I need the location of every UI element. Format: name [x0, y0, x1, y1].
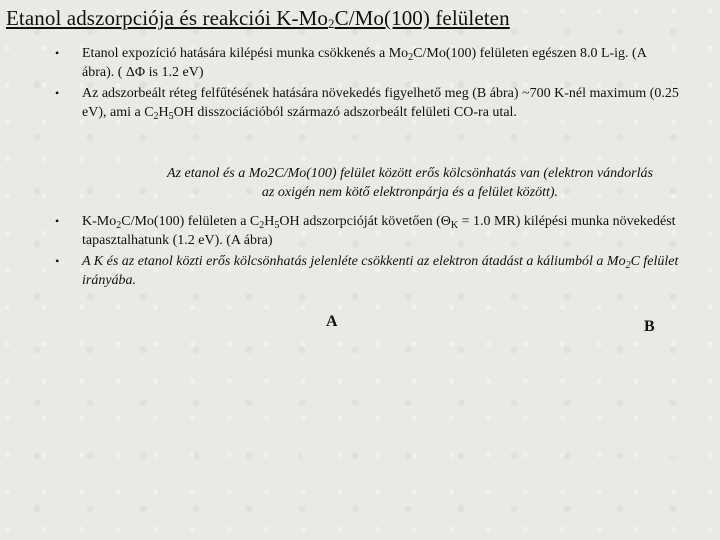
figure-label-a: A [326, 313, 338, 330]
list-item: • A K és az etanol közti erős kölcsönhatás jelenléte csökkenti az elektron átadást a káliumból a $Mo_2C$ felület irányába. [55, 254, 679, 288]
list-item: • Az adszorbeált réteg felfűtésének hatására növekedés figyelhető meg (B ábra) ~700 K-nél maximum (0.25 eV), ami a $C_2H_5OH$ disszociációból származó adszorbeált felületi CO-ra utal. [55, 86, 679, 122]
bullet-dot-icon: • [55, 86, 60, 100]
bullet-dot-icon: • [55, 46, 60, 60]
figure-label-b: B [644, 318, 655, 335]
bullet-dot-icon: • [55, 254, 60, 268]
interaction-note: Az etanol és a Mo2C/Mo(100) felület között erős kölcsönhatás van (elektron vándorlás az oxigén nem kötő elektronpárja és a felület között). [167, 166, 653, 200]
bullet-list-bottom [55, 212, 680, 292]
slide-title: Etanol adszorpciója és reakciói $K-Mo_2C/Mo(100)$ felületen [6, 6, 510, 31]
bullet-dot-icon: • [55, 214, 60, 228]
list-item: • Etanol expozíció hatására kilépési munka csökkenés a $Mo_2C/Mo(100)$ felületen egészen 8.0 L-ig. (A ábra). ( ΔΦ is 1.2 eV) [55, 46, 647, 80]
bullet-list-top [55, 44, 680, 124]
list-item: • $K-Mo_2C/Mo(100)$ felületen a $C_2H_5OH$ adszorpcióját követően ($\Theta_K = 1.0$ MR) kilépési munka növekedést tapasztalhatunk (1.2 eV). (A ábra) [55, 214, 676, 248]
